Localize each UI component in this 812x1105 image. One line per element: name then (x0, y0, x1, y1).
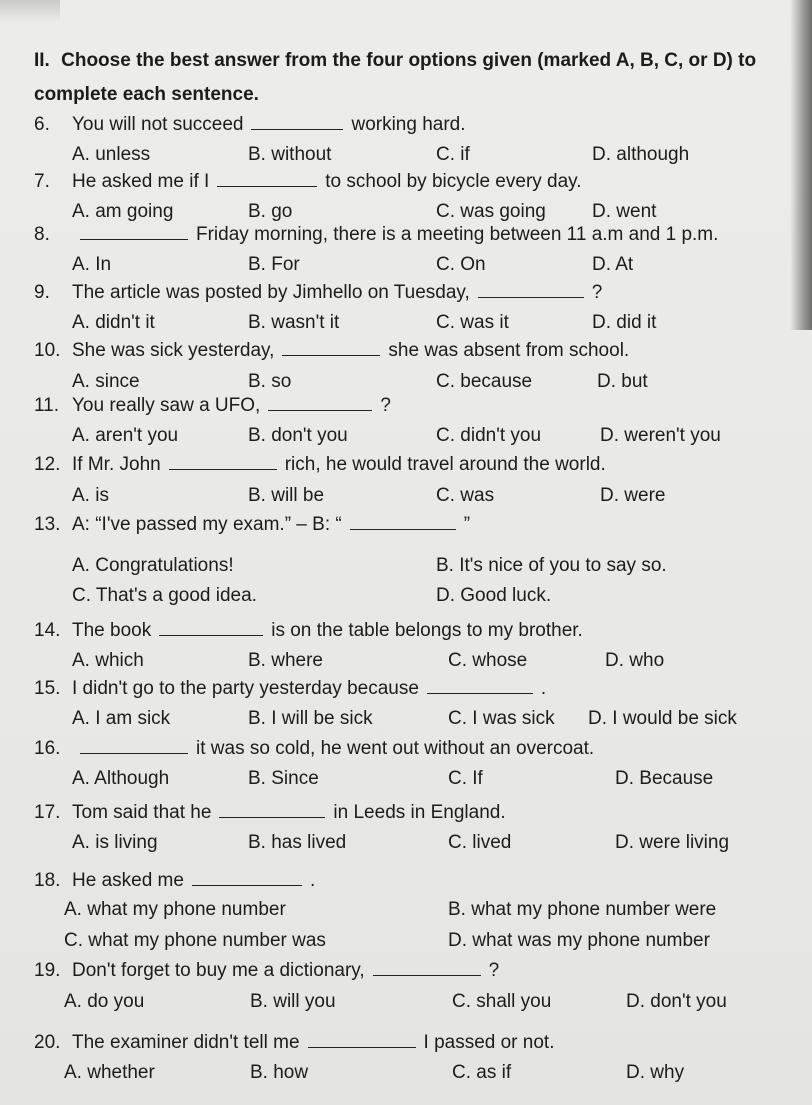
stem-after-blank: Friday morning, there is a meeting between 11 a.m and 1 p.m. (196, 224, 719, 245)
question-14 (0, 618, 812, 644)
answer-options (0, 989, 812, 1015)
question-17 (0, 800, 812, 826)
option-a[interactable]: A. is (72, 485, 109, 506)
option-a[interactable]: A. whether (64, 1062, 155, 1083)
option-b[interactable]: B. don't you (248, 425, 348, 446)
option-c[interactable]: C. was it (436, 312, 509, 333)
option-b[interactable]: B. has lived (248, 832, 347, 853)
question-stem (72, 618, 583, 644)
answer-blank[interactable] (282, 338, 380, 356)
option-a[interactable]: A. since (72, 371, 140, 392)
stem-after-blank: ? (380, 395, 391, 416)
option-b[interactable]: B. so (248, 371, 292, 392)
option-d[interactable]: D. why (626, 1062, 685, 1083)
option-d[interactable]: D. were (600, 485, 666, 506)
answer-blank[interactable] (217, 169, 317, 187)
option-d[interactable]: D. although (592, 144, 690, 165)
section-numeral: II. (34, 50, 50, 71)
answer-blank[interactable] (478, 280, 584, 298)
stem-after-blank: rich, he would travel around the world. (284, 454, 606, 475)
option-b[interactable]: B. wasn't it (248, 312, 340, 333)
option-c[interactable]: C. didn't you (436, 425, 542, 446)
question-stem (72, 169, 582, 195)
stem-after-blank: in Leeds in England. (333, 802, 506, 823)
option-b[interactable]: B. what my phone number were (448, 899, 717, 920)
question-stem (72, 800, 506, 826)
option-c[interactable]: C. as if (452, 1062, 512, 1083)
option-b[interactable]: B. I will be sick (248, 708, 373, 729)
answer-blank[interactable] (350, 512, 456, 530)
option-c[interactable]: C. whose (448, 650, 528, 671)
question-number: 16. (34, 738, 61, 759)
stem-after-blank: ? (488, 960, 500, 981)
answer-blank[interactable] (251, 112, 343, 130)
stem-before-blank: Tom said that he (72, 802, 212, 823)
question-19 (0, 958, 812, 984)
question-7 (0, 169, 812, 195)
question-9 (0, 280, 812, 306)
option-b[interactable]: B. go (248, 201, 293, 222)
question-number: 11. (34, 395, 60, 416)
option-c[interactable]: C. On (436, 254, 486, 275)
answer-options (0, 1060, 812, 1086)
option-b[interactable]: B. how (250, 1062, 309, 1083)
question-stem (72, 112, 466, 138)
option-b[interactable]: B. will be (248, 485, 325, 506)
question-stem (72, 393, 391, 419)
option-a[interactable]: A. which (72, 650, 144, 671)
question-stem (72, 338, 629, 364)
page-corner-shadow (0, 0, 60, 22)
stem-after-blank: . (540, 678, 547, 699)
option-c[interactable]: C. shall you (452, 991, 552, 1012)
question-13 (0, 512, 812, 538)
answer-options (0, 553, 812, 579)
question-number: 14. (34, 620, 61, 641)
question-number: 19. (34, 960, 61, 981)
question-10 (0, 338, 812, 364)
answer-options (0, 897, 812, 923)
option-d[interactable]: D. Because (615, 768, 714, 789)
option-a[interactable]: A. Congratulations! (72, 555, 234, 576)
answer-blank[interactable] (80, 222, 188, 240)
stem-before-blank: He asked me if I (72, 171, 210, 192)
option-a[interactable]: A. didn't it (72, 312, 155, 333)
option-d[interactable]: D. who (605, 650, 665, 671)
question-12 (0, 452, 812, 478)
stem-after-blank: she was absent from school. (388, 340, 630, 361)
question-number: 12. (34, 454, 61, 475)
answer-blank[interactable] (169, 452, 277, 470)
answer-blank[interactable] (80, 736, 188, 754)
question-stem (72, 958, 499, 984)
stem-after-blank: to school by bicycle every day. (325, 171, 582, 192)
question-number: 18. (34, 870, 61, 891)
option-a[interactable]: A. I am sick (72, 708, 171, 729)
option-c[interactable]: C. if (436, 144, 470, 165)
answer-options (0, 928, 812, 954)
stem-before-blank: You will not succeed (72, 114, 244, 135)
question-stem (72, 868, 315, 894)
stem-before-blank: The article was posted by Jimhello on Tuesday, (72, 282, 470, 303)
question-8 (0, 222, 812, 248)
question-number: 6. (34, 114, 50, 135)
stem-before-blank: The examiner didn't tell me (72, 1032, 300, 1053)
option-d[interactable]: D. went (592, 201, 657, 222)
stem-after-blank: is on the table belongs to my brother. (271, 620, 583, 641)
answer-blank[interactable] (268, 393, 372, 411)
question-number: 10. (34, 340, 61, 361)
section-instruction: Choose the best answer from the four options given (marked A, B, C, or D) to complete each sentence. (34, 50, 757, 105)
option-c[interactable]: C. If (448, 768, 483, 789)
question-6 (0, 112, 812, 138)
option-c[interactable]: C. lived (448, 832, 512, 853)
question-number: 15. (34, 678, 61, 699)
question-stem (72, 736, 594, 762)
question-number: 7. (34, 171, 50, 192)
option-b[interactable]: B. will you (250, 991, 336, 1012)
answer-options (0, 423, 812, 449)
option-d[interactable]: D. At (592, 254, 634, 275)
option-d[interactable]: D. but (597, 371, 648, 392)
answer-blank[interactable] (373, 958, 481, 976)
option-d[interactable]: D. were living (615, 832, 730, 853)
option-a[interactable]: A. aren't you (72, 425, 179, 446)
question-stem (72, 676, 546, 702)
answer-options (0, 310, 812, 336)
stem-before-blank: I didn't go to the party yesterday because (72, 678, 419, 699)
question-stem (72, 280, 602, 306)
stem-after-blank: I passed or not. (423, 1032, 555, 1053)
option-a[interactable]: A. do you (64, 991, 145, 1012)
question-stem (72, 512, 470, 538)
answer-blank[interactable] (219, 800, 325, 818)
stem-after-blank: working hard. (351, 114, 466, 135)
stem-before-blank: Don't forget to buy me a dictionary, (72, 960, 365, 981)
option-a[interactable]: A. unless (72, 144, 151, 165)
option-b[interactable]: B. without (248, 144, 332, 165)
option-d[interactable]: D. Good luck. (436, 585, 552, 606)
option-b[interactable]: B. It's nice of you to say so. (436, 555, 667, 576)
question-18 (0, 868, 812, 894)
option-c[interactable]: C. what my phone number was (64, 930, 326, 951)
stem-before-blank: If Mr. John (72, 454, 161, 475)
question-stem (72, 452, 606, 478)
option-d[interactable]: D. weren't you (600, 425, 721, 446)
option-a[interactable]: A. Although (72, 768, 170, 789)
answer-options (0, 766, 812, 792)
answer-blank[interactable] (308, 1030, 416, 1048)
stem-before-blank: A: “I've passed my exam.” – B: “ (72, 514, 342, 535)
option-c[interactable]: C. I was sick (448, 708, 555, 729)
stem-before-blank: He asked me (72, 870, 184, 891)
answer-blank[interactable] (427, 676, 533, 694)
question-number: 13. (34, 514, 61, 535)
section-heading (34, 44, 774, 112)
question-16 (0, 736, 812, 762)
option-d[interactable]: D. what was my phone number (448, 930, 710, 951)
option-c[interactable]: C. was (436, 485, 495, 506)
answer-options (0, 252, 812, 278)
answer-options (0, 706, 812, 732)
answer-blank[interactable] (159, 618, 263, 636)
option-b[interactable]: B. For (248, 254, 300, 275)
option-d[interactable]: D. I would be sick (588, 708, 737, 729)
answer-options (0, 483, 812, 509)
stem-before-blank: She was sick yesterday, (72, 340, 275, 361)
option-a[interactable]: A. am going (72, 201, 174, 222)
stem-after-blank: . (309, 870, 316, 891)
option-c[interactable]: C. was going (436, 201, 546, 222)
answer-blank[interactable] (192, 868, 302, 886)
question-number: 20. (34, 1032, 61, 1053)
option-a[interactable]: A. In (72, 254, 112, 275)
question-number: 8. (34, 224, 50, 245)
stem-after-blank: it was so cold, he went out without an overcoat. (196, 738, 595, 759)
question-stem (72, 1030, 554, 1056)
stem-before-blank: You really saw a UFO, (72, 395, 261, 416)
question-11 (0, 393, 812, 419)
stem-after-blank: ” (463, 514, 471, 535)
question-number: 9. (34, 282, 50, 303)
option-c[interactable]: C. because (436, 371, 533, 392)
option-c[interactable]: C. That's a good idea. (72, 585, 257, 606)
answer-options (0, 583, 812, 609)
option-d[interactable]: D. did it (592, 312, 657, 333)
option-a[interactable]: A. is living (72, 832, 158, 853)
option-b[interactable]: B. where (248, 650, 323, 671)
option-d[interactable]: D. don't you (626, 991, 727, 1012)
answer-options (0, 648, 812, 674)
answer-options (0, 142, 812, 168)
question-20 (0, 1030, 812, 1056)
stem-before-blank: The book (72, 620, 152, 641)
question-15 (0, 676, 812, 702)
question-number: 17. (34, 802, 61, 823)
option-b[interactable]: B. Since (248, 768, 319, 789)
stem-after-blank: ? (591, 282, 603, 303)
answer-options (0, 369, 812, 395)
answer-options (0, 830, 812, 856)
option-a[interactable]: A. what my phone number (64, 899, 286, 920)
question-stem (72, 222, 718, 248)
